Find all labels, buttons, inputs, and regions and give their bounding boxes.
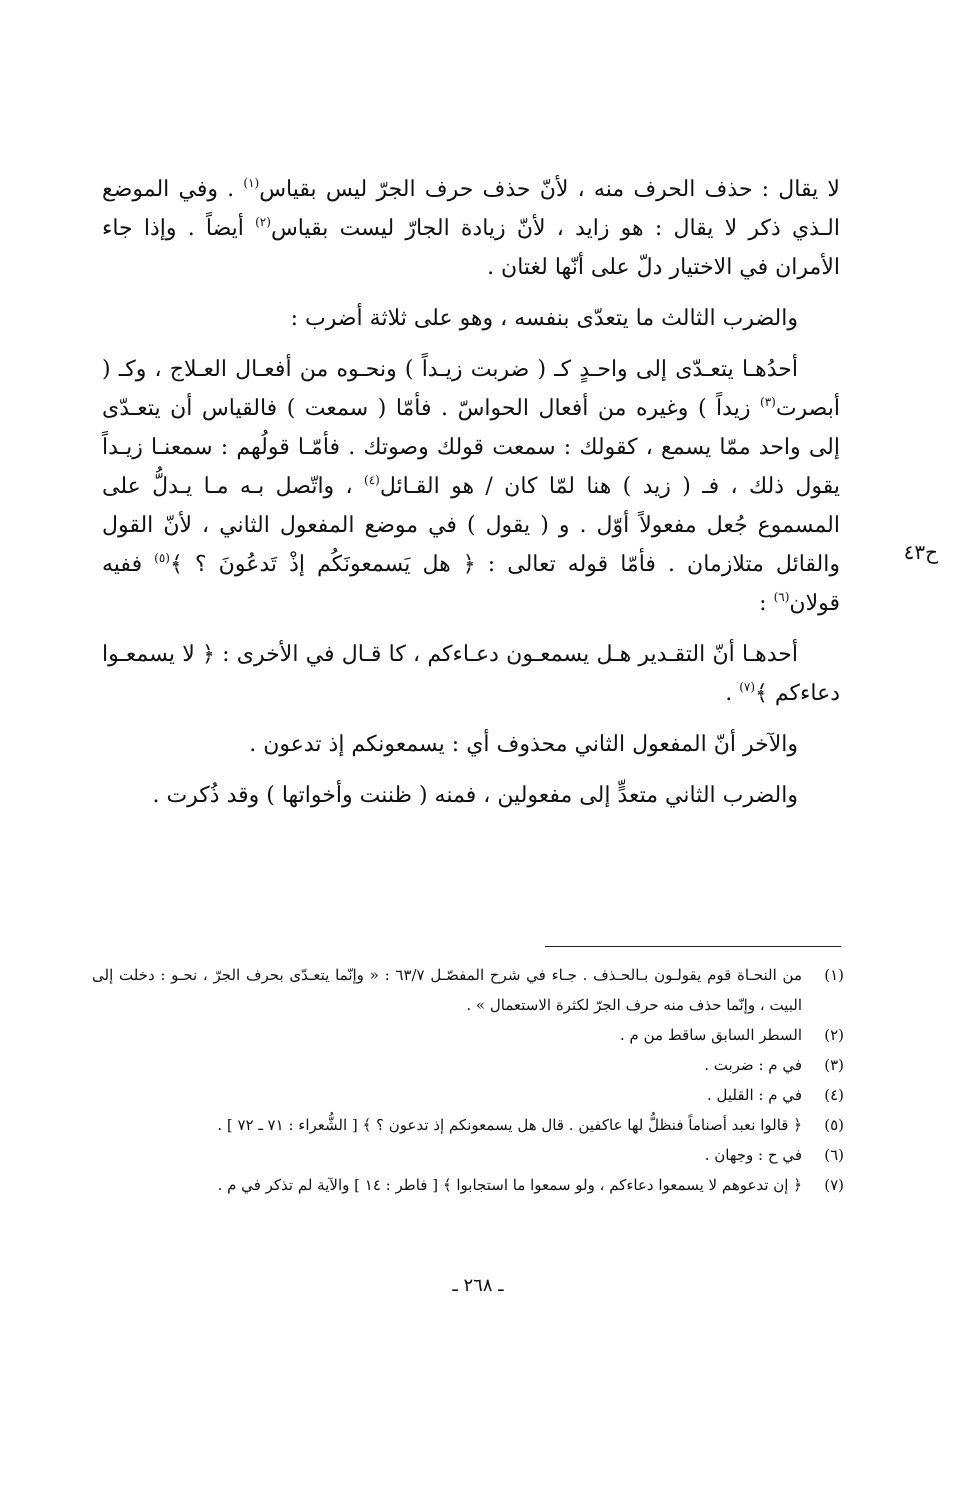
paragraph-2: والضرب الثالث ما يتعدّى بنفسه ، وهو على ثلاثة أضرب : bbox=[290, 306, 798, 331]
footnote-ref-1[interactable]: (١) bbox=[243, 176, 260, 190]
footnote-text: السطر السابق ساقط من م . bbox=[620, 1026, 802, 1044]
footnote-3 bbox=[92, 1050, 844, 1080]
paragraph-6: والضرب الثاني متعدٍّ إلى مفعولين ، فمنه ( ظننت وأخواتها ) وقد ذُكرت . bbox=[152, 783, 798, 808]
footnote-number: (٦) bbox=[824, 1146, 844, 1164]
footnote-text: من النحـاة قوم يقولـون بـالحـذف . جـاء في شرح المفصّـل ٦٣/٧ : « وإنّما يتعـدّى بحرف الجرّ ، نحـو : دخلت إلى البيت ، وإنّما حذف منه حرف الجرّ لكثرة الاستعمال » . bbox=[92, 966, 802, 1014]
footnote-ref-2[interactable]: (٢) bbox=[255, 215, 271, 229]
footnote-number: (١) bbox=[824, 966, 844, 984]
footnote-number: (٣) bbox=[824, 1056, 844, 1074]
footnote-7 bbox=[92, 1170, 844, 1200]
footnote-text: ﴿ إن تدعوهم لا يسمعوا دعاءكم ، ولو سمعوا ما استجابوا ﴾ [ فاطر : ١٤ ] والآية لم تذكر في م . bbox=[217, 1176, 802, 1194]
page-number: ـ ٢٦٨ ـ bbox=[452, 1275, 504, 1296]
footnote-text: ﴿ قالوا نعبد أصناماً فنظلُّ لها عاكفين . قال هل يسمعونكم إذ تدعون ؟ ﴾ [ الشُّعراء : ٧١ ـ ٧٢ ] . bbox=[217, 1116, 802, 1134]
footnote-number: (٢) bbox=[824, 1026, 844, 1044]
footnote-ref-4[interactable]: (٤) bbox=[364, 473, 380, 487]
paragraph-1: لا يقال : حذف الحرف منه ، لأنّ حذف حرف الجرّ ليس بقياس$^{(١)}$ . وفي الموضع الـذي ذكر لا يقال : هو زايد ، لأنّ زيادة الجارّ ليست بقياس$^{(٢)}$ أيضاً . وإذا جاء الأمران في الاختيار دلّ على أنّها لغتان . bbox=[102, 176, 840, 280]
manuscript-folio-marker: ح٤٣ bbox=[903, 540, 938, 564]
footnote-number: (٥) bbox=[824, 1116, 844, 1134]
main-text bbox=[102, 170, 840, 827]
footnote-ref-6[interactable]: (٦) bbox=[773, 590, 790, 604]
footnote-6 bbox=[92, 1140, 844, 1170]
footnote-ref-3[interactable]: (٣) bbox=[760, 395, 776, 409]
footnote-number: (٧) bbox=[824, 1176, 844, 1194]
paragraph-4: أحدهـا أنّ التقـدير هـل يسمعـون دعـاءكم ، كا قـال في الأخرى : ﴿ لا يسمعـوا دعاءكم ﴾$^{(٧)}$ . bbox=[102, 642, 840, 706]
paragraph-5: والآخر أنّ المفعول الثاني محذوف أي : يسمعونكم إذ تدعون . bbox=[249, 732, 798, 757]
footnotes bbox=[92, 960, 844, 1200]
paragraph-3: أحدُهـا يتعـدّى إلى واحـدٍ كـ ( ضربت زيـداً ) ونحـوه من أفعـال العـلاج ، وكـ ( أبصرت$^{(٣)}$ زيداً ) وغيره من أفعال الحواسّ . فأمّا ( سمعت ) فالقياس أن يتعـدّى إلى واحد ممّا يسمع ، كقولك : سمعت قولك وصوتك . فأمّـا قولُهم : سمعنـا زيـداً يقول ذلك ، فـ ( زيد ) هنا لمّا كان / هو القـائل$^{(٤)}$ ، واتّصل بـه مـا يـدلُّ على المسموع جُعل مفعولاً أوّل . و ( يقول ) في موضع المفعول الثاني ، لأنّ القول والقائل متلازمان . فأمّا قوله تعالى : ﴿ هل يَسمعونَكُم إذْ تَدعُونَ ؟ ﴾$^{(٥)}$ ففيه قولان$^{(٦)}$ : bbox=[102, 357, 840, 616]
footnote-text: في ح : وجهان . bbox=[704, 1146, 802, 1164]
footnote-ref-7[interactable]: (٧) bbox=[739, 680, 756, 694]
footnote-2 bbox=[92, 1020, 844, 1050]
footnote-separator bbox=[545, 946, 841, 947]
footnote-1 bbox=[92, 960, 844, 1020]
footnote-ref-5[interactable]: (٥) bbox=[154, 551, 170, 565]
footnote-5 bbox=[92, 1110, 844, 1140]
footnote-number: (٤) bbox=[824, 1086, 844, 1104]
footnote-4 bbox=[92, 1080, 844, 1110]
footnote-text: في م : ضربت . bbox=[704, 1056, 802, 1074]
footnote-text: في م : القليل . bbox=[706, 1086, 802, 1104]
